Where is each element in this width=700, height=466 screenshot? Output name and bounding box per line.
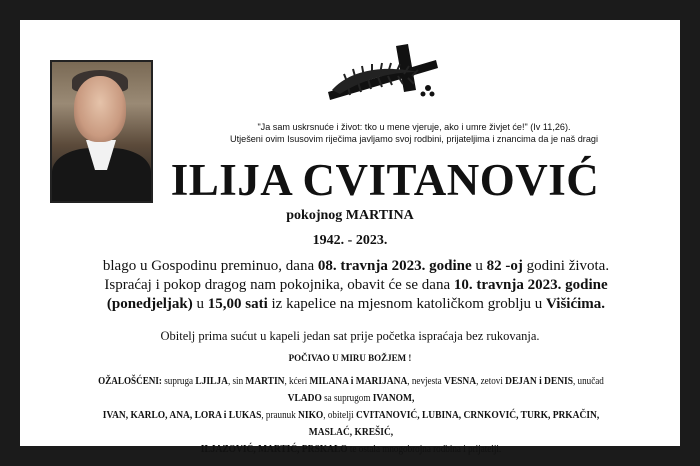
mourners-label: OŽALOŠĆENI: xyxy=(98,376,162,387)
mourners-text: , kćeri xyxy=(284,376,310,387)
bible-quote xyxy=(154,121,674,145)
mourners-line-2 xyxy=(96,407,607,441)
funeral-date: 10. travnja 2023. godine xyxy=(453,277,608,293)
father-name: pokojnog MARTINA xyxy=(286,208,414,223)
mourner-wife: LJILJA xyxy=(195,375,228,387)
mourner-daughter-in-law: VESNA xyxy=(443,375,477,387)
cross-with-palm-icon xyxy=(318,42,448,106)
funeral-time: 15,00 sati xyxy=(207,296,268,312)
mourners-line-1 xyxy=(96,373,607,407)
quote-line-1: "Ja sam uskrsnuće i život: tko u mene vjeruje, ako i umre živjet će!" (Iv 11,26). xyxy=(257,122,571,132)
notice-line-3 xyxy=(56,295,656,314)
age: 82 -oj xyxy=(486,258,523,274)
notice-line-2 xyxy=(56,276,656,295)
mourner-grandchild: VLADO xyxy=(287,392,322,404)
obituary-card xyxy=(20,20,680,455)
life-years: 1942. - 2023. xyxy=(312,233,388,248)
mourner-daughters: MILANA i MARIJANA xyxy=(309,375,408,387)
deceased-portrait xyxy=(50,60,153,203)
notice-line-1 xyxy=(56,257,656,276)
portrait-face xyxy=(74,76,126,142)
deceased-name: ILIJA CVITANOVIĆ xyxy=(170,155,600,205)
mourner-families: CVITANOVIĆ, LUBINA, CRNKOVIĆ, TURK, PRKAČIN, MASLAĆ, KREŠIĆ, xyxy=(308,409,600,438)
mourners-text: , obitelji xyxy=(323,410,356,421)
mourners-text: , zetovi xyxy=(476,376,506,387)
date-of-death: 08. travnja 2023. godine xyxy=(317,258,472,274)
notice-text-part: blago u Gospodinu preminuo, dana xyxy=(102,258,318,274)
funeral-weekday: (ponedjeljak) xyxy=(106,296,193,312)
mourner-families: ILJAZOVIĆ, MARTIĆ, PRSKALO xyxy=(200,443,348,455)
notice-text-part: Ispraćaj i pokop dragog nam pokojnika, obavit će se dana xyxy=(104,277,454,293)
rest-in-peace: POČIVAO U MIRU BOŽJEM ! xyxy=(288,353,412,363)
condolence-note: Obitelj prima sućut u kapeli jedan sat prije početka ispraćaja bez rukovanja. xyxy=(160,329,540,343)
mourners-text: , praunuk xyxy=(261,410,299,421)
notice-text-part: u xyxy=(471,258,487,274)
mourners-text: , nevjesta xyxy=(407,376,444,387)
mourners-list xyxy=(96,373,607,458)
notice-text-part: godini života. xyxy=(522,258,610,274)
notice-text xyxy=(56,257,656,314)
mourners-line-3 xyxy=(96,441,607,458)
mourners-text: te ostala mnogobrojna rodbina i prijatelji. xyxy=(347,444,502,455)
funeral-place: Višićima. xyxy=(546,296,606,312)
mourner-great-grandchild: NIKO xyxy=(298,409,324,421)
mourners-text: , unučad xyxy=(572,376,604,387)
mourner-grandchild-spouse: IVANOM, xyxy=(372,392,415,404)
mourners-text: , sin xyxy=(227,376,246,387)
notice-text-part: u xyxy=(192,296,208,312)
mourner-sons-in-law: DEJAN i DENIS xyxy=(505,375,573,387)
notice-text-part: iz kapelice na mjesnom katoličkom groblju u xyxy=(267,296,547,312)
mourner-grandchildren: IVAN, KARLO, ANA, LORA i LUKAS xyxy=(102,409,262,421)
mourner-son: MARTIN xyxy=(245,375,285,387)
mourners-text: sa suprugom xyxy=(321,393,373,404)
mourners-text: supruga xyxy=(161,376,196,387)
quote-line-2: Utješeni ovim Isusovim riječima javljamo svoj rodbini, prijateljima i znancima da je naš dragi xyxy=(230,134,598,144)
